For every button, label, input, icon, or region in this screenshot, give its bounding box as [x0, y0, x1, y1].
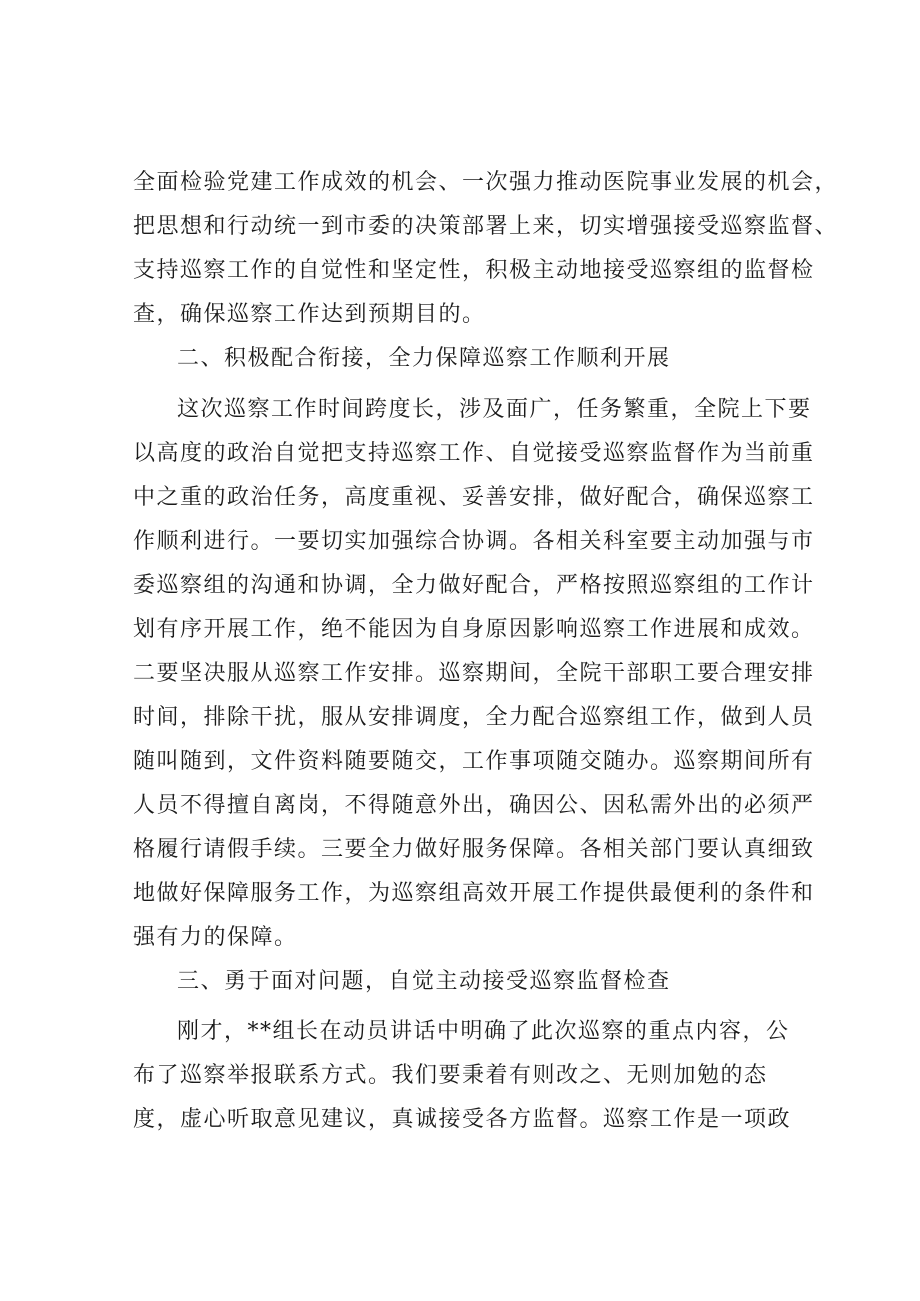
text-line: 以高度的政治自觉把支持巡察工作、自觉接受巡察监督作为当前重 — [133, 441, 815, 466]
text-line: 格履行请假手续。三要全力做好服务保障。各相关部门要认真细致 — [133, 837, 815, 862]
text-line: 布了巡察举报联系方式。我们要秉着有则改之、无则加勉的态 — [133, 1063, 768, 1088]
text-line: 作顺利进行。一要切实加强综合协调。各相关科室要主动加强与市 — [133, 529, 815, 554]
section-heading: 二、积极配合衔接，全力保障巡察工作顺利开展 — [177, 346, 671, 371]
text-line: 强有力的保障。 — [133, 925, 298, 950]
text-line: 把思想和行动统一到市委的决策部署上来，切实增强接受巡察监督、 — [133, 214, 839, 239]
text-line: 全面检验党建工作成效的机会、一次强力推动医院事业发展的机会， — [133, 170, 839, 195]
text-line: 刚才，**组长在动员讲话中明确了此次巡察的重点内容，公 — [177, 1019, 790, 1044]
section-heading: 三、勇于面对问题，自觉主动接受巡察监督检查 — [177, 969, 671, 994]
text-line: 地做好保障服务工作，为巡察组高效开展工作提供最便利的条件和 — [133, 881, 815, 906]
text-line: 查，确保巡察工作达到预期目的。 — [133, 302, 486, 327]
text-line: 委巡察组的沟通和协调，全力做好配合，严格按照巡察组的工作计 — [133, 573, 815, 598]
text-line: 时间，排除干扰，服从安排调度，全力配合巡察组工作，做到人员 — [133, 705, 815, 730]
text-line: 中之重的政治任务，高度重视、妥善安排，做好配合，确保巡察工 — [133, 485, 815, 510]
text-line: 人员不得擅自离岗，不得随意外出，确因公、因私需外出的必须严 — [133, 793, 815, 818]
text-line: 二要坚决服从巡察工作安排。巡察期间，全院干部职工要合理安排 — [133, 661, 815, 686]
text-line: 度，虚心听取意见建议，真诚接受各方监督。巡察工作是一项政 — [133, 1107, 792, 1132]
text-line: 这次巡察工作时间跨度长，涉及面广，任务繁重，全院上下要 — [177, 397, 812, 422]
text-line: 随叫随到，文件资料随要随交，工作事项随交随办。巡察期间所有 — [133, 749, 815, 774]
text-line: 划有序开展工作，绝不能因为自身原因影响巡察工作进展和成效。 — [133, 617, 815, 642]
text-line: 支持巡察工作的自觉性和坚定性，积极主动地接受巡察组的监督检 — [133, 258, 815, 283]
